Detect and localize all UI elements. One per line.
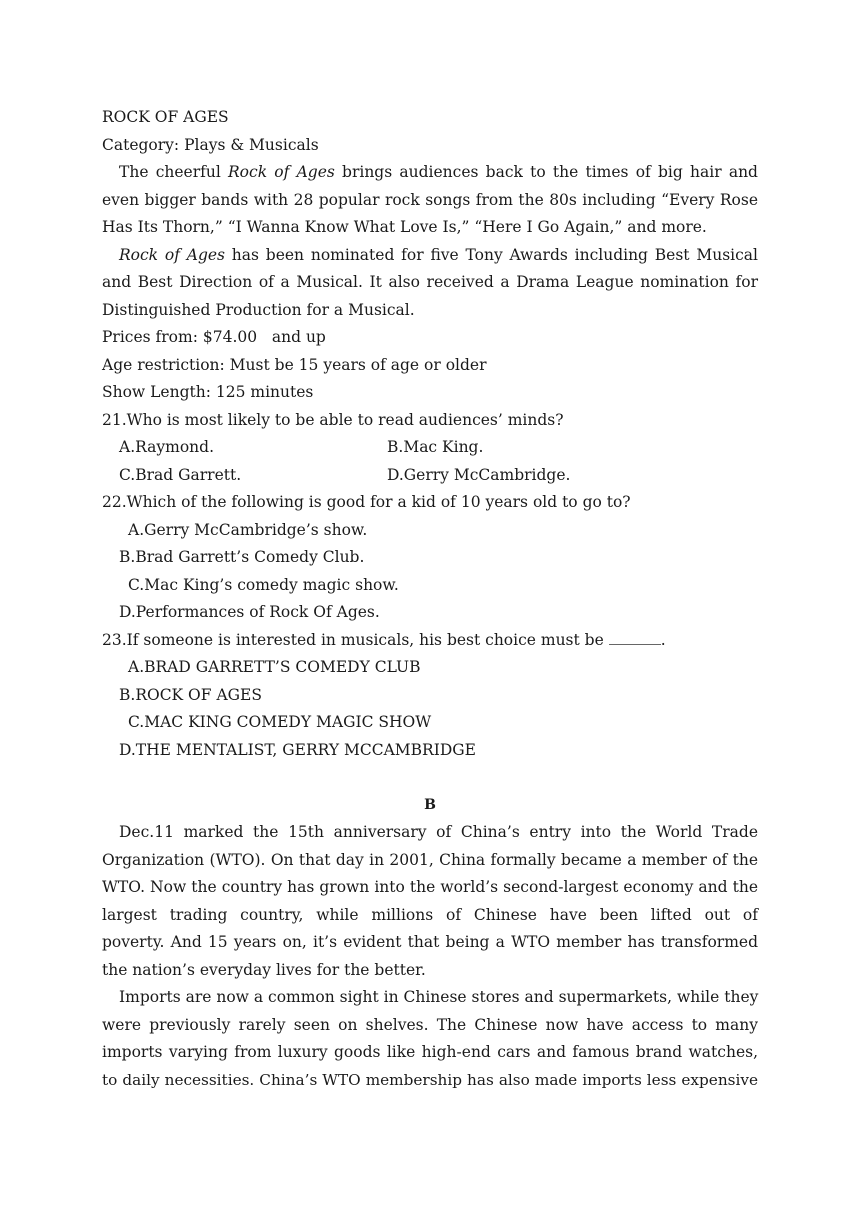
- option-d: D.Performances of Rock Of Ages.: [119, 603, 380, 621]
- text-span: .: [660, 630, 666, 649]
- paragraph-line: Dec.11 marked the 15th anniversary of China’s entry into the World Trade: [119, 823, 758, 841]
- option-b: B.ROCK OF AGES: [119, 685, 262, 704]
- article-title: ROCK OF AGES: [102, 108, 229, 126]
- age-line: Age restriction: Must be 15 years of age or older: [102, 355, 487, 374]
- paragraph-line: were previously rarely seen on shelves. The Chinese now have access to many: [102, 1015, 758, 1034]
- paragraph-line: Distinguished Production for a Musical.: [102, 300, 415, 319]
- option-a: A.BRAD GARRETT’S COMEDY CLUB: [128, 658, 421, 676]
- option-a: A.Raymond.: [119, 438, 215, 456]
- option-b: B.Mac King.: [387, 438, 484, 456]
- paragraph-line: WTO. Now the country has grown into the world’s second-largest economy and the: [102, 878, 758, 896]
- paragraph-line: [102, 242, 758, 270]
- text-span: has been nominated for five Tony Awards including Best Musical: [225, 245, 758, 264]
- paragraph-line: largest trading country, while millions of Chinese have been lifted out of: [102, 905, 758, 924]
- text-span: 23.If someone is interested in musicals, his best choice must be: [102, 630, 609, 649]
- option-d: D.THE MENTALIST, GERRY MCCAMBRIDGE: [119, 740, 476, 759]
- option-c: C.MAC KING COMEDY MAGIC SHOW: [128, 713, 432, 731]
- paragraph-line: Has Its Thorn,” “I Wanna Know What Love Is,” “Here I Go Again,” and more.: [102, 218, 707, 236]
- text-span: brings audiences back to the times of big hair and: [334, 163, 758, 181]
- paragraph-line: Organization (WTO). On that day in 2001, China formally became a member of the: [102, 850, 758, 869]
- paragraph-line: to daily necessities. China’s WTO membership has also made imports less expensive: [102, 1070, 758, 1089]
- answer-blank: [609, 630, 661, 645]
- paragraph-line: imports varying from luxury goods like high-end cars and famous brand watches,: [102, 1043, 758, 1061]
- spacer: [102, 764, 758, 792]
- option-a: A.Gerry McCambridge’s show.: [128, 520, 368, 539]
- text-span: The cheerful: [119, 163, 229, 181]
- option-c: C.Brad Garrett.: [119, 465, 242, 484]
- document-content: [102, 104, 758, 1094]
- paragraph-line: even bigger bands with 28 popular rock songs from the 80s including “Every Rose: [102, 190, 758, 209]
- length-line: Show Length: 125 minutes: [102, 383, 314, 401]
- italic-title: Rock of Ages: [228, 163, 335, 181]
- italic-title: Rock of Ages: [119, 245, 225, 264]
- option-b: B.Brad Garrett’s Comedy Club.: [119, 548, 365, 566]
- question-21-options-row: [102, 434, 758, 462]
- category-line: Category: Plays & Musicals: [102, 135, 319, 154]
- question-21-options-row: [102, 462, 758, 490]
- paragraph-line: the nation’s everyday lives for the better.: [102, 960, 426, 979]
- paragraph-line: [102, 159, 758, 187]
- section-heading: B: [424, 796, 436, 813]
- question-23-stem: [102, 627, 758, 655]
- option-c: C.Mac King’s comedy magic show.: [128, 575, 399, 594]
- option-d: D.Gerry McCambridge.: [387, 465, 571, 484]
- paragraph-line: Imports are now a common sight in Chinese stores and supermarkets, while they: [119, 988, 759, 1006]
- question-21-stem: 21.Who is most likely to be able to read audiences’ minds?: [102, 410, 564, 429]
- paragraph-line: and Best Direction of a Musical. It also received a Drama League nomination for: [102, 273, 758, 291]
- paragraph-line: poverty. And 15 years on, it’s evident that being a WTO member has transformed: [102, 933, 758, 951]
- prices-line: Prices from: $74.00 and up: [102, 328, 326, 346]
- question-22-stem: 22.Which of the following is good for a kid of 10 years old to go to?: [102, 493, 631, 511]
